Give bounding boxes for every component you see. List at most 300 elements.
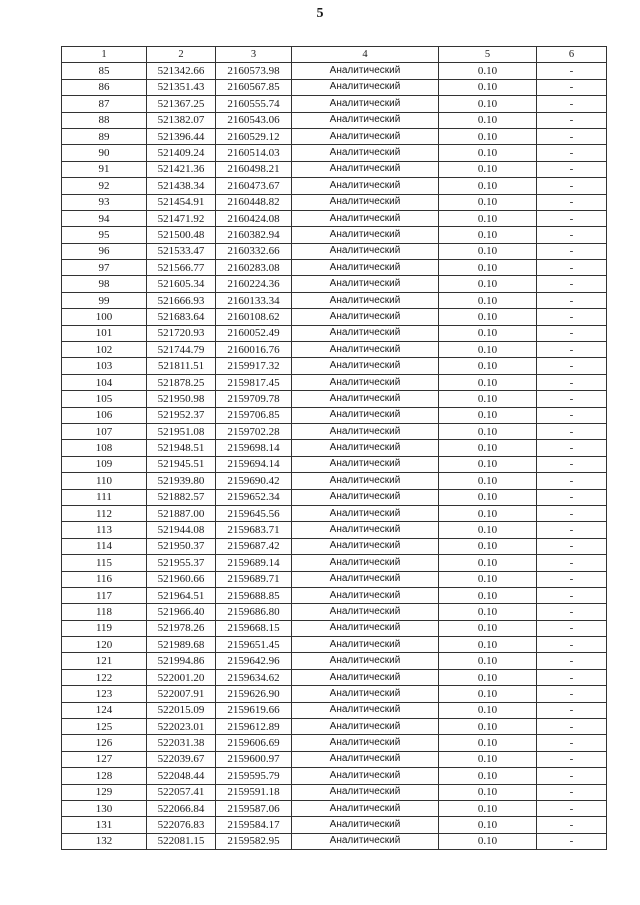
point-number-cell: 119 [62,620,147,636]
x-coordinate-cell: 522007.91 [147,686,216,702]
point-number-cell: 131 [62,817,147,833]
y-coordinate-cell: 2159651.45 [216,637,292,653]
y-coordinate-cell: 2160382.94 [216,227,292,243]
note-cell: - [537,391,607,407]
method-cell: Аналитический [292,604,439,620]
method-cell: Аналитический [292,407,439,423]
y-coordinate-cell: 2160514.03 [216,145,292,161]
table-row [62,161,607,177]
x-coordinate-cell: 521438.34 [147,178,216,194]
point-number-cell: 121 [62,653,147,669]
method-cell: Аналитический [292,653,439,669]
x-coordinate-cell: 522031.38 [147,735,216,751]
table-row [62,522,607,538]
accuracy-cell: 0.10 [439,440,537,456]
y-coordinate-cell: 2159689.71 [216,571,292,587]
table-row [62,243,607,259]
note-cell: - [537,194,607,210]
x-coordinate-cell: 521964.51 [147,587,216,603]
table-row [62,751,607,767]
point-number-cell: 108 [62,440,147,456]
accuracy-cell: 0.10 [439,571,537,587]
x-coordinate-cell: 521351.43 [147,79,216,95]
table-row [62,407,607,423]
note-cell: - [537,227,607,243]
y-coordinate-cell: 2159606.69 [216,735,292,751]
note-cell: - [537,96,607,112]
x-coordinate-cell: 521966.40 [147,604,216,620]
note-cell: - [537,63,607,79]
header-col-4: 4 [292,47,439,63]
x-coordinate-cell: 521382.07 [147,112,216,128]
y-coordinate-cell: 2159587.06 [216,800,292,816]
point-number-cell: 101 [62,325,147,341]
x-coordinate-cell: 521744.79 [147,342,216,358]
point-number-cell: 107 [62,423,147,439]
point-number-cell: 112 [62,505,147,521]
table-row [62,79,607,95]
note-cell: - [537,456,607,472]
point-number-cell: 124 [62,702,147,718]
y-coordinate-cell: 2160016.76 [216,342,292,358]
point-number-cell: 111 [62,489,147,505]
point-number-cell: 91 [62,161,147,177]
note-cell: - [537,751,607,767]
point-number-cell: 130 [62,800,147,816]
table-row [62,833,607,849]
note-cell: - [537,555,607,571]
table-row [62,587,607,603]
table-row [62,276,607,292]
accuracy-cell: 0.10 [439,260,537,276]
y-coordinate-cell: 2159698.14 [216,440,292,456]
method-cell: Аналитический [292,833,439,849]
accuracy-cell: 0.10 [439,473,537,489]
method-cell: Аналитический [292,538,439,554]
accuracy-cell: 0.10 [439,63,537,79]
point-number-cell: 85 [62,63,147,79]
method-cell: Аналитический [292,63,439,79]
accuracy-cell: 0.10 [439,145,537,161]
note-cell: - [537,260,607,276]
x-coordinate-cell: 521939.80 [147,473,216,489]
note-cell: - [537,833,607,849]
x-coordinate-cell: 522081.15 [147,833,216,849]
note-cell: - [537,473,607,489]
table-row [62,112,607,128]
table-row [62,358,607,374]
accuracy-cell: 0.10 [439,325,537,341]
method-cell: Аналитический [292,358,439,374]
note-cell: - [537,309,607,325]
y-coordinate-cell: 2160133.34 [216,292,292,308]
accuracy-cell: 0.10 [439,702,537,718]
table-row [62,342,607,358]
header-col-6: 6 [537,47,607,63]
accuracy-cell: 0.10 [439,604,537,620]
accuracy-cell: 0.10 [439,768,537,784]
point-number-cell: 98 [62,276,147,292]
point-number-cell: 99 [62,292,147,308]
x-coordinate-cell: 521342.66 [147,63,216,79]
table-row [62,669,607,685]
point-number-cell: 129 [62,784,147,800]
x-coordinate-cell: 521955.37 [147,555,216,571]
method-cell: Аналитический [292,243,439,259]
x-coordinate-cell: 521948.51 [147,440,216,456]
x-coordinate-cell: 521566.77 [147,260,216,276]
table-row [62,260,607,276]
note-cell: - [537,522,607,538]
table-row [62,145,607,161]
table-row [62,63,607,79]
y-coordinate-cell: 2160573.98 [216,63,292,79]
y-coordinate-cell: 2160424.08 [216,210,292,226]
note-cell: - [537,604,607,620]
method-cell: Аналитический [292,391,439,407]
accuracy-cell: 0.10 [439,653,537,669]
note-cell: - [537,342,607,358]
x-coordinate-cell: 521811.51 [147,358,216,374]
x-coordinate-cell: 521878.25 [147,374,216,390]
x-coordinate-cell: 521978.26 [147,620,216,636]
x-coordinate-cell: 521666.93 [147,292,216,308]
point-number-cell: 123 [62,686,147,702]
method-cell: Аналитический [292,522,439,538]
method-cell: Аналитический [292,325,439,341]
note-cell: - [537,79,607,95]
table-row [62,538,607,554]
y-coordinate-cell: 2159612.89 [216,719,292,735]
table-row [62,423,607,439]
y-coordinate-cell: 2159645.56 [216,505,292,521]
note-cell: - [537,161,607,177]
point-number-cell: 109 [62,456,147,472]
y-coordinate-cell: 2160498.21 [216,161,292,177]
page-number: 5 [316,6,324,21]
y-coordinate-cell: 2159688.85 [216,587,292,603]
table-row [62,391,607,407]
note-cell: - [537,423,607,439]
method-cell: Аналитический [292,145,439,161]
accuracy-cell: 0.10 [439,555,537,571]
point-number-cell: 132 [62,833,147,849]
method-cell: Аналитический [292,473,439,489]
accuracy-cell: 0.10 [439,423,537,439]
table-row [62,309,607,325]
point-number-cell: 96 [62,243,147,259]
note-cell: - [537,243,607,259]
y-coordinate-cell: 2159626.90 [216,686,292,702]
method-cell: Аналитический [292,669,439,685]
accuracy-cell: 0.10 [439,538,537,554]
table-row [62,571,607,587]
table-row [62,96,607,112]
note-cell: - [537,440,607,456]
method-cell: Аналитический [292,817,439,833]
x-coordinate-cell: 521950.98 [147,391,216,407]
accuracy-cell: 0.10 [439,374,537,390]
method-cell: Аналитический [292,292,439,308]
method-cell: Аналитический [292,210,439,226]
x-coordinate-cell: 522057.41 [147,784,216,800]
accuracy-cell: 0.10 [439,391,537,407]
x-coordinate-cell: 522015.09 [147,702,216,718]
y-coordinate-cell: 2160224.36 [216,276,292,292]
method-cell: Аналитический [292,260,439,276]
y-coordinate-cell: 2159694.14 [216,456,292,472]
x-coordinate-cell: 521500.48 [147,227,216,243]
table-row [62,505,607,521]
accuracy-cell: 0.10 [439,620,537,636]
accuracy-cell: 0.10 [439,784,537,800]
table-row [62,194,607,210]
point-number-cell: 125 [62,719,147,735]
table-row [62,292,607,308]
y-coordinate-cell: 2160555.74 [216,96,292,112]
point-number-cell: 93 [62,194,147,210]
note-cell: - [537,653,607,669]
y-coordinate-cell: 2159642.96 [216,653,292,669]
method-cell: Аналитический [292,571,439,587]
x-coordinate-cell: 521951.08 [147,423,216,439]
y-coordinate-cell: 2159689.14 [216,555,292,571]
point-number-cell: 113 [62,522,147,538]
note-cell: - [537,145,607,161]
accuracy-cell: 0.10 [439,79,537,95]
x-coordinate-cell: 521409.24 [147,145,216,161]
point-number-cell: 105 [62,391,147,407]
accuracy-cell: 0.10 [439,407,537,423]
accuracy-cell: 0.10 [439,210,537,226]
y-coordinate-cell: 2160332.66 [216,243,292,259]
note-cell: - [537,538,607,554]
table-row [62,227,607,243]
method-cell: Аналитический [292,79,439,95]
method-cell: Аналитический [292,505,439,521]
y-coordinate-cell: 2160052.49 [216,325,292,341]
method-cell: Аналитический [292,423,439,439]
x-coordinate-cell: 521994.86 [147,653,216,669]
accuracy-cell: 0.10 [439,309,537,325]
table-row [62,784,607,800]
x-coordinate-cell: 522076.83 [147,817,216,833]
x-coordinate-cell: 521396.44 [147,128,216,144]
y-coordinate-cell: 2160448.82 [216,194,292,210]
x-coordinate-cell: 521944.08 [147,522,216,538]
header-col-1: 1 [62,47,147,63]
note-cell: - [537,784,607,800]
note-cell: - [537,735,607,751]
y-coordinate-cell: 2159686.80 [216,604,292,620]
accuracy-cell: 0.10 [439,489,537,505]
table-row [62,325,607,341]
y-coordinate-cell: 2159709.78 [216,391,292,407]
accuracy-cell: 0.10 [439,833,537,849]
accuracy-cell: 0.10 [439,112,537,128]
accuracy-cell: 0.10 [439,342,537,358]
note-cell: - [537,358,607,374]
point-number-cell: 117 [62,587,147,603]
method-cell: Аналитический [292,587,439,603]
method-cell: Аналитический [292,309,439,325]
method-cell: Аналитический [292,227,439,243]
y-coordinate-cell: 2159591.18 [216,784,292,800]
note-cell: - [537,637,607,653]
y-coordinate-cell: 2159600.97 [216,751,292,767]
x-coordinate-cell: 521421.36 [147,161,216,177]
y-coordinate-cell: 2159917.32 [216,358,292,374]
point-number-cell: 104 [62,374,147,390]
accuracy-cell: 0.10 [439,587,537,603]
x-coordinate-cell: 521454.91 [147,194,216,210]
accuracy-cell: 0.10 [439,243,537,259]
y-coordinate-cell: 2159706.85 [216,407,292,423]
header-col-3: 3 [216,47,292,63]
x-coordinate-cell: 522023.01 [147,719,216,735]
y-coordinate-cell: 2159687.42 [216,538,292,554]
y-coordinate-cell: 2160543.06 [216,112,292,128]
accuracy-cell: 0.10 [439,96,537,112]
note-cell: - [537,210,607,226]
y-coordinate-cell: 2159595.79 [216,768,292,784]
point-number-cell: 114 [62,538,147,554]
point-number-cell: 118 [62,604,147,620]
point-number-cell: 120 [62,637,147,653]
method-cell: Аналитический [292,768,439,784]
header-col-2: 2 [147,47,216,63]
table-row [62,653,607,669]
accuracy-cell: 0.10 [439,735,537,751]
method-cell: Аналитический [292,784,439,800]
accuracy-cell: 0.10 [439,505,537,521]
note-cell: - [537,325,607,341]
table-row [62,473,607,489]
x-coordinate-cell: 521683.64 [147,309,216,325]
table-row [62,768,607,784]
note-cell: - [537,571,607,587]
accuracy-cell: 0.10 [439,161,537,177]
y-coordinate-cell: 2160283.08 [216,260,292,276]
accuracy-cell: 0.10 [439,358,537,374]
point-number-cell: 88 [62,112,147,128]
point-number-cell: 115 [62,555,147,571]
y-coordinate-cell: 2159690.42 [216,473,292,489]
point-number-cell: 89 [62,128,147,144]
point-number-cell: 97 [62,260,147,276]
method-cell: Аналитический [292,686,439,702]
accuracy-cell: 0.10 [439,719,537,735]
table-row [62,719,607,735]
point-number-cell: 127 [62,751,147,767]
y-coordinate-cell: 2159619.66 [216,702,292,718]
x-coordinate-cell: 521471.92 [147,210,216,226]
table-row [62,456,607,472]
note-cell: - [537,817,607,833]
method-cell: Аналитический [292,276,439,292]
accuracy-cell: 0.10 [439,637,537,653]
table-row [62,555,607,571]
y-coordinate-cell: 2160529.12 [216,128,292,144]
method-cell: Аналитический [292,735,439,751]
table-body [62,63,607,850]
table-row [62,440,607,456]
x-coordinate-cell: 521887.00 [147,505,216,521]
y-coordinate-cell: 2159634.62 [216,669,292,685]
point-number-cell: 86 [62,79,147,95]
table-row [62,604,607,620]
note-cell: - [537,276,607,292]
accuracy-cell: 0.10 [439,751,537,767]
y-coordinate-cell: 2160108.62 [216,309,292,325]
note-cell: - [537,620,607,636]
table-row [62,620,607,636]
method-cell: Аналитический [292,96,439,112]
accuracy-cell: 0.10 [439,800,537,816]
method-cell: Аналитический [292,112,439,128]
table-header-row [62,47,607,63]
accuracy-cell: 0.10 [439,292,537,308]
note-cell: - [537,587,607,603]
accuracy-cell: 0.10 [439,686,537,702]
point-number-cell: 92 [62,178,147,194]
method-cell: Аналитический [292,620,439,636]
note-cell: - [537,374,607,390]
table-row [62,374,607,390]
method-cell: Аналитический [292,194,439,210]
accuracy-cell: 0.10 [439,456,537,472]
note-cell: - [537,178,607,194]
table-row [62,178,607,194]
point-number-cell: 95 [62,227,147,243]
note-cell: - [537,407,607,423]
table-row [62,800,607,816]
note-cell: - [537,768,607,784]
note-cell: - [537,128,607,144]
table-row [62,686,607,702]
coordinates-table [61,46,607,850]
accuracy-cell: 0.10 [439,522,537,538]
x-coordinate-cell: 521952.37 [147,407,216,423]
x-coordinate-cell: 521945.51 [147,456,216,472]
y-coordinate-cell: 2159652.34 [216,489,292,505]
x-coordinate-cell: 522039.67 [147,751,216,767]
x-coordinate-cell: 521533.47 [147,243,216,259]
accuracy-cell: 0.10 [439,128,537,144]
point-number-cell: 102 [62,342,147,358]
point-number-cell: 110 [62,473,147,489]
method-cell: Аналитический [292,555,439,571]
x-coordinate-cell: 521882.57 [147,489,216,505]
y-coordinate-cell: 2160567.85 [216,79,292,95]
point-number-cell: 116 [62,571,147,587]
note-cell: - [537,719,607,735]
y-coordinate-cell: 2160473.67 [216,178,292,194]
x-coordinate-cell: 522048.44 [147,768,216,784]
y-coordinate-cell: 2159584.17 [216,817,292,833]
table-row [62,735,607,751]
note-cell: - [537,702,607,718]
x-coordinate-cell: 521960.66 [147,571,216,587]
y-coordinate-cell: 2159582.95 [216,833,292,849]
y-coordinate-cell: 2159668.15 [216,620,292,636]
point-number-cell: 126 [62,735,147,751]
method-cell: Аналитический [292,719,439,735]
method-cell: Аналитический [292,489,439,505]
note-cell: - [537,292,607,308]
y-coordinate-cell: 2159702.28 [216,423,292,439]
y-coordinate-cell: 2159817.45 [216,374,292,390]
